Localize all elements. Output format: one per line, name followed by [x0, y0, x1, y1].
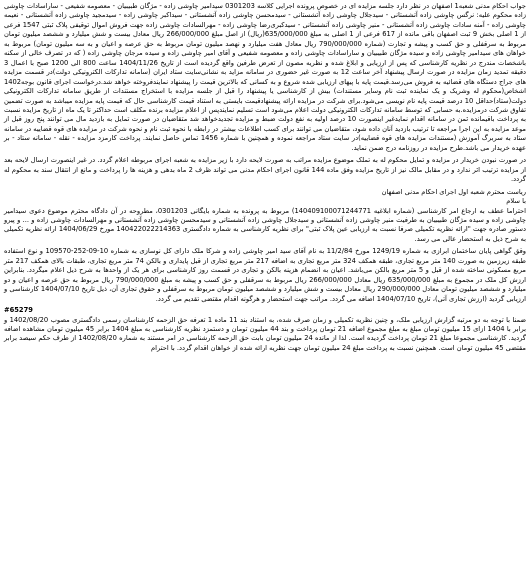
fee-closing-paragraph: ضمنا با توجه به دو مرتبه گزارش ارزیابی ملک، و چنین نظریه تکمیلی و زمان صرف شده، به استناد بند 11 ماده 1 تعرفه حق الزحمه کارشناسان رسمی دادگستری مصوب 1402/08/20 و برابر با 1404 ازای 15 میلیون تومان مبلغ به مبلغ مجموع اضافه 21 تومان پرداخت و بند 44 میلیون تومان و دستمزد نظریه کارشناسی به مبلغ 1404 برابر 45 میلیون تومان مشاهده اضافه گردید. کارشناسی مجموعا مبلغ 21 تومان پرداخت گردیده است. لذا از مانده 24 میلیون تومان بابت حق الزحمه کارشناسی در امر مستند به شماره 1402/08/20 از طرف حکم سیصد برابر مقتضی 45 میلیون تومان است. همچنین نسبت به پرداخت مبلغ 24 میلیون تومان جهت نظریه ارائه شده از خواهان اقدام گردد. با احترام — [4, 315, 526, 352]
expert-report-paragraph: احتراما عطف به ارجاع امر کارشناسی (شماره ابلاغیه 140409100071244771) مربوط به پرونده به شماره بایگانی 0301203، مطروحه در آن دادگاه محترم موضوع دعوی سیدامیر چاوشی زاده و سیده مژگان طبیبیان به طرفیت منیر چاوشی زاده آتشستانی و سیدجلال چاوشی زاده آتشستانی و سیدمحسن چاوشی زاده آتشستانی و مهرالسادات چاوشی زاده و ... و پیرو دستور صادره جهت "ارائه نظریه تکمیلی صرفا نسبت به ارزیابی عین پلاک ثبتی" برای نظریه کارشناسی به شماره دادگستری 140422022214363 مورخ 1404/06/29 ارائه نظریه تکمیلی به شرح ذیل به استحضار عالی می رسد. — [4, 206, 526, 243]
property-details-paragraph: وقق گواهی پایان ساختمان ابرازی به شماره 1249/19 مورخ 11/2/84 به نام آقای سید امیر چاوشی زاده و شرکا ملک دارای کل نوسازی به شماره 10-09-252-109570 و نوع استفاده طبقه زیرزمین به صورت 140 متر مربع تجاری، طبقه همکف 324 متر مربع تجاری به اضافه 217 متر مربع تجاری از قبل پایداری و بالکن 74 متر مربع تجاری، طبقات بالای همکف 217 متر مربع مسکونی ساخته شده از قبل و 5 متر مربع بالکن می‌باشد. اعیان به انضمام هزینه بالکن و تجاری در قسمت روز کارشناسی برای هر یک از واحدها به شرح ذیل اعلام میگردد. بنابراین ارزش کل ملک در مجموع به مبلغ 635/000/000 ریال معادل 266/000/000 ریال مربوط به سرقفلی و حق کسب و پیشه به مبلغ 790/000/000 ریال مربوط به حق عرصه و اعیان و دو میلیارد و ششصد میلیون تومان معادل 290/000/000 ریال معادل بیست و شش میلیارد و ششصد میلیون تومان مربوط به سرقفلی و حقوق تجاری آن، ذیل تاریخ 1404/07/10 کارشناسی و ارزیابی گردید (ارزش تجاری آتی)، تاریخ 1404/07/10 اضافه می گردد. مراتب جهت استحضار و هرگونه اقدام مقتضی تقدیم می گردد. — [4, 247, 527, 303]
greeting-line: با سلام — [506, 197, 526, 206]
reference-number: #65279 — [4, 306, 33, 315]
buyer-absence-paragraph: در صورت نبودن خریدار در مزایده و تمایل محکوم له به تملک موضوع مزایده مراتب به صورت لایحه دارد با زیر مزایده به شعبه اجرای مربوطه اعلام گردد. در غیر اینصورت ارسال لایحه بعد از مزایده ترتیب اثر ندارد و در مقابل مالک نیز از تاریخ مزایده وفق ماده 144 قانون اجرای احکام مدنی می تواند ظرف 2 ماه بدهی و هزینه ها را پرداخت و مانع از انتقال سند به محکوم له گردد. — [4, 156, 526, 184]
auction-notice-paragraph: جواب احکام مدنی شعبه1 اصفهان در نظر دارد جلسه مزایده ای در خصوص پرونده اجرایی کلاسه 0301203 سیدامیر چاوشی زاده - مژگان طبیبیان - معصومه شفیعی - ساراسادات چاوشی زاده محکوم علیه: نرگس چاوشی زاده آتشستانی - سیدجلال چاوشی زاده آتشستانی - سیدمحسن چاوشی زاده آتشستانی - سیداکبر چاوشی زاده - سیدمجید چاوشی زاده آتشستانی - نعیمه چاوشی زاده - آمنه سادات چاوشی زاده آتشستانی - منیر چاوشی زاده آتشستانی - سیدکبری‌رضا چاوشی زاده - مهرالسادات چاوشی زاده جهت فروش اموال توقیفی پلاک ثبتی 1547 فرعی از 1 اصلی بخش 9 ثبت اصفهان باقی مانده از 617 فرعی از 1 اصلی به مبلغ 635/000/000(ریال) از اصل مبلغ 266/000/000 ریال معادل بیست و شش میلیارد و ششصد میلیون تومان مربوط به سرقفلی و حق کسب و پیشه و تجارت (شماره 790/000/000 ریال معادل هفت میلیارد و نهصد میلیون تومان مربوط به حق عرصه و اعیان و به سه میلیون تومان) مربوط به خواهان های سیدامیر چاوشی زاده و سیده مژگان طبیبیان و ساراسادات چاوشی زاده و معصومه شفیعی و آقای امیر چاوشی زاده و سیده مرجان چاوشی زاده ( که در تصرف خالی از سکنه باشخصات مندرج در نظریه کارشناسی که پس از ارزیابی و ابلاغ شده و نظریه مصون از تعرض طرفین واقع گردیده است از تاریخ 1404/11/26 ساعت 800 الی 1200 صبح با اعمال 3 دقیقه تمدید زمان مزایده در صورت ارسال پیشنهاد آخر ساعت 12 به صورت غیر حضوری در سامانه مزاید به نشانی‌سایت ستاد ایران (سامانه تدارکات الکترونیکی دولت)در قسمت مزایده های جراج دستگاه های قضائیه به فروش می‌رسد.قیمت پایه با پیهای ارزیابی شده شروع و به کسانی که بالاترین قیمت را پیشنهاد نمایندفروخته خواهد شد.درخواست اجرای قانون بوجه1402 اشخاص(محکوم له وشریک و یک نماینده ثبت نام وسایر مستندات) بیش از کارشناسی یا پیشنهاد را قبل از جلسه مزایده با استخراج مستندات از طریق سامانه تدارکات الکترونیکی دولت(ستاد)حداقل 10 درصد قیمت پایه نام نویسی می‌شود.برای شرکت در مزایده ارائه پیشنهادقیمت بایستی به استناد قیمت کارشناسی حال که قیمت پایه مزایده میباشد به صورت تضمین تفاوق شرکت درمزایده.به حسابی که توسط سامانه تدارکات الکترونیکی دولت اعلام می‌شود است تسلیم نمایندپس از اعلام مزایده برنده مکلف است حداکثر تا یک ماه از تاریخ مزایده نسبت به پرداخت باقیمانده ثمن در سامانه اقدام نمایدغیر اینصورت 10 درصد اولیه به نفع دولت ضبط و مزایده تجدیدخواهد شد متقاضیان در صورت تمایل به بازدید مال می توانند پنج روز قبل از موعد مزایده به این اجرا مراجعه تا ترتیب بازدید آنان داده شود، متقاضیان می توانند برای کسب اطلاعات بیشتر در رابطه با نحوه ثبت نام و نحوه شرکت در مزایده های قوه قضاییه در سامانه ستاد به سربرگ آموزش (مستندات مزایده های قوه قضاییه)در سایت ستاد مراجعه نموده و همچنین با شماره 1456 تماس حاصل نمایند. پرداخت کارمزد مزایده - نقله - سامانه ستاد - بر عهده خریدار می باشد.طرح مزایده در روزنامه درج ضمن نماید. — [4, 2, 527, 152]
addressee-line: ریاست محترم شعبه اول اجرای احکام مدنی اصفهان — [381, 187, 526, 196]
